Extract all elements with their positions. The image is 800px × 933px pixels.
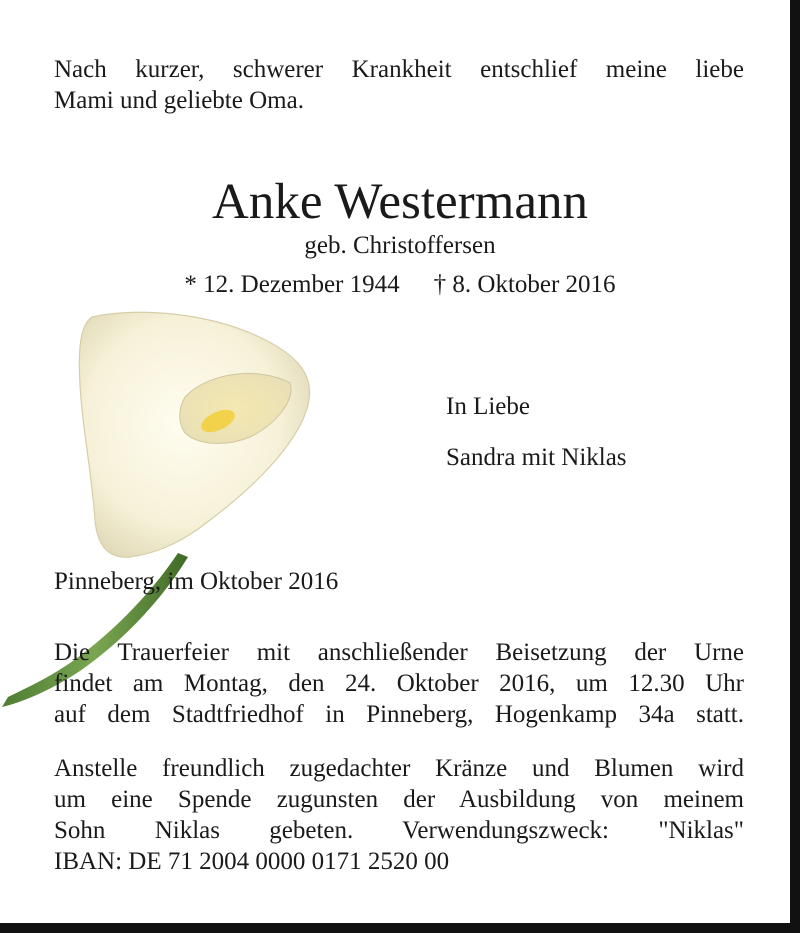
- intro-line-2: Mami und geliebte Oma.: [54, 87, 304, 114]
- intro-line-1: Nach kurzer, schwerer Krankheit entschlief meine liebe: [54, 56, 744, 83]
- mourners-names: Sandra mit Niklas: [446, 444, 627, 471]
- mourners-greeting: In Liebe: [446, 393, 530, 420]
- donation-text: [54, 753, 744, 877]
- donation-iban: IBAN: DE 71 2004 0000 0171 2520 00: [54, 848, 450, 875]
- intro-text: [54, 54, 744, 116]
- ceremony-text: [54, 637, 744, 730]
- donation-line-1: Anstelle freundlich zugedachter Kränze und Blumen wird: [54, 755, 744, 782]
- ceremony-line-1: Die Trauerfeier mit anschließender Beisetzung der Urne: [54, 639, 744, 666]
- deceased-name: Anke Westermann: [212, 174, 588, 230]
- maiden-name: geb. Christoffersen: [304, 232, 496, 259]
- donation-line-2: um eine Spende zugunsten der Ausbildung von meinem: [54, 786, 744, 813]
- life-dates: [0, 269, 800, 301]
- death-date: † 8. Oktober 2016: [433, 271, 616, 298]
- birth-date: * 12. Dezember 1944: [184, 271, 400, 298]
- place-date: Pinneberg, im Oktober 2016: [54, 568, 339, 595]
- ceremony-line-2: findet am Montag, den 24. Oktober 2016, um 12.30 Uhr: [54, 670, 744, 697]
- donation-line-3: Sohn Niklas gebeten. Verwendungszweck: "Niklas": [54, 817, 744, 844]
- ceremony-line-3: auf dem Stadtfriedhof in Pinneberg, Hogenkamp 34a statt.: [54, 701, 744, 728]
